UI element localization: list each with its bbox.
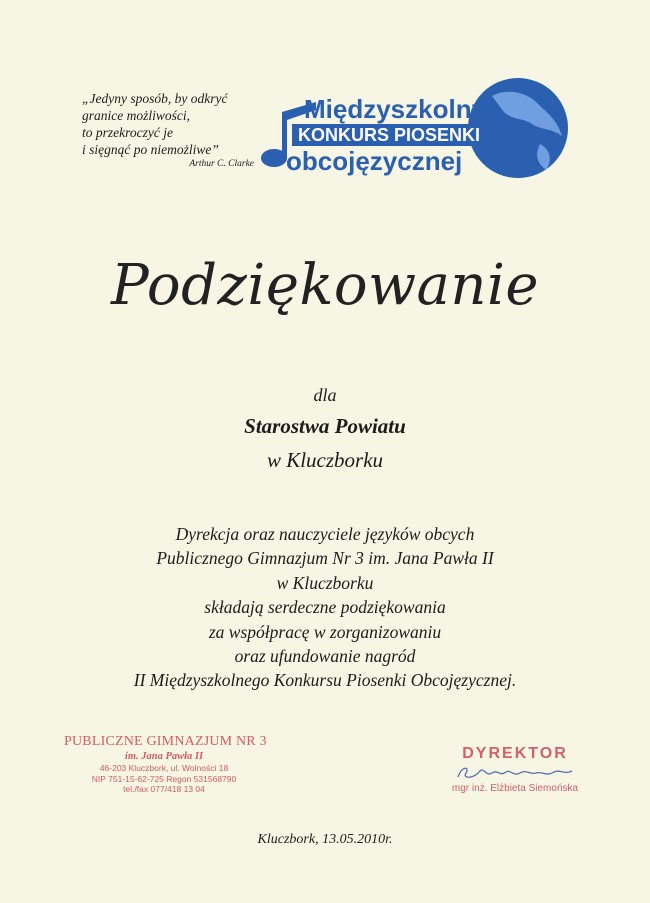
logo-line3: obcojęzycznej	[286, 146, 463, 176]
quote-line: „Jedyny sposób, by odkryć	[82, 91, 228, 106]
handwritten-signature	[440, 763, 590, 783]
recipient-prefix: dla	[313, 385, 337, 405]
signature-role: DYREKTOR	[462, 745, 568, 762]
quote-line: i sięgnąć po niemożliwe”	[82, 142, 219, 157]
stamp-address: 46-203 Kluczbork, ul. Wolności 18	[99, 763, 229, 773]
recipient-name: Starostwa Powiatu	[244, 414, 406, 438]
body-line: Publicznego Gimnazjum Nr 3 im. Jana Pawła II	[156, 548, 494, 569]
logo-line2: KONKURS PIOSENKI	[298, 125, 481, 145]
body-line: w Kluczborku	[276, 572, 374, 593]
stamp-phone: tel./fax 077/418 13 04	[123, 784, 205, 794]
school-stamp	[64, 734, 267, 795]
quote-block	[82, 90, 272, 170]
stamp-school-name: PUBLICZNE GIMNAZJUM NR 3	[64, 734, 267, 749]
body-line: Dyrekcja oraz nauczyciele języków obcych	[175, 524, 475, 544]
body-line: II Międzyszkolnego Konkursu Piosenki Obcojęzycznej.	[133, 670, 517, 691]
stamp-nip-regon: NIP 751-15-62-725 Regon 531568790	[91, 773, 237, 784]
place-and-date: Kluczbork, 13.05.2010r.	[257, 832, 393, 847]
logo-line1: Międzyszkolny	[304, 94, 487, 124]
signature-name: mgr inż. Elżbieta Siemońska	[451, 783, 579, 794]
globe-music-note-icon	[256, 78, 572, 184]
body-line: za współpracę w zorganizowaniu	[208, 621, 442, 642]
document-title: Podziękowanie	[110, 253, 540, 318]
recipient-location: w Kluczborku	[266, 448, 384, 472]
quote-line: granice możliwości,	[82, 108, 190, 123]
body-text	[0, 522, 650, 693]
quote-line: to przekroczyć je	[82, 125, 173, 140]
contest-logo	[256, 78, 572, 184]
stamp-patron: im. Jana Pawła II	[124, 751, 204, 762]
quote-author: Arthur C. Clarke	[189, 159, 254, 169]
body-line: składają serdeczne podziękowania	[204, 597, 446, 618]
director-signature	[440, 745, 590, 794]
body-line: oraz ufundowanie nagród	[234, 646, 416, 667]
